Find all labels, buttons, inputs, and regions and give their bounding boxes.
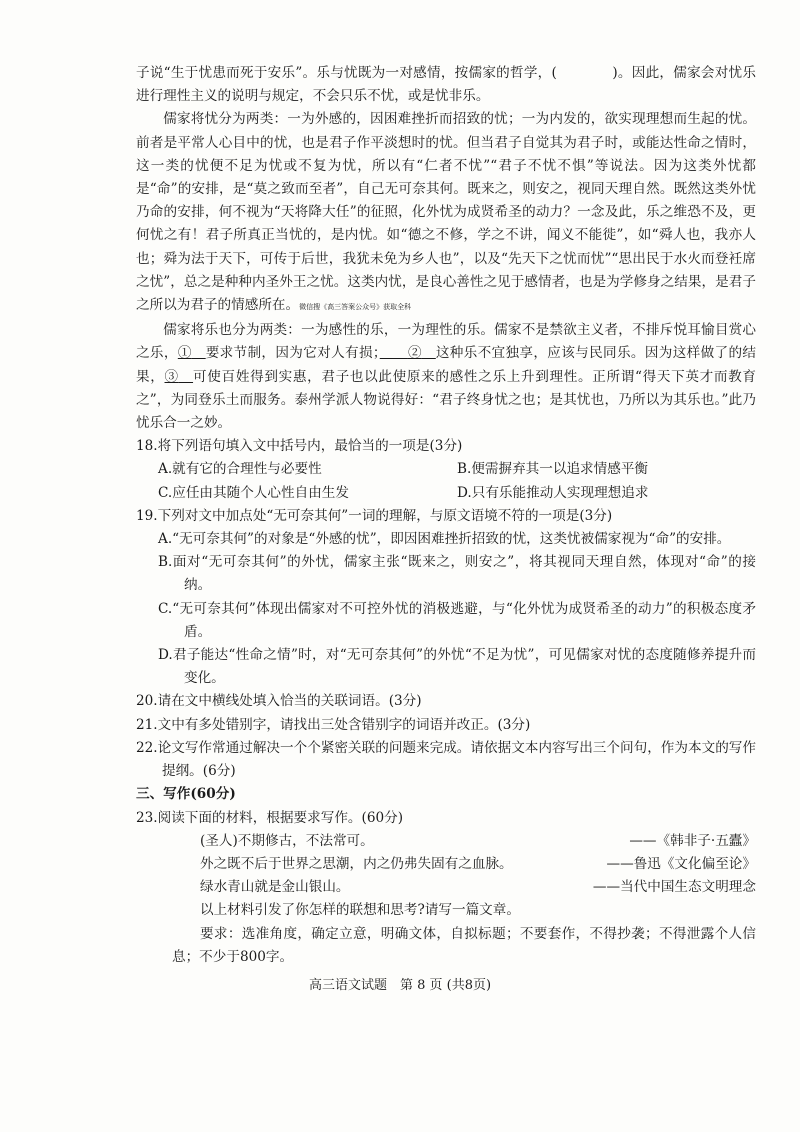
material-2	[136, 853, 756, 876]
question-19-stem: 19.下列对文中加点处“无可奈其何”一词的理解，与原文语境不符的一项是(3分)	[136, 507, 613, 524]
question-18-options-row-2	[136, 482, 756, 505]
passage-paragraph-2-text: 儒家将忧分为两类：一为外感的，因困难挫折而招致的忧；一为内发的，欲实现理想而生起的忧。前者是平常人心目中的忧，也是君子作平淡想时的忧。但当君子自觉其为君子时，或能达性命之情时，这一类的忧便不足为忧或不复为忧，所以有“仁者不忧”“君子不忧不惧”等说法。因为这类外忧都是“命”的安排，是“莫之致而至者”，自己无可奈其何。既来之，则安之，视同天理自然。既然这类外忧乃命的安排，何不视为“天将降大任”的征照，化外忧为成贤希圣的动力？一念及此，乐之维恐不及，更何忧之有！君子所真正当忧的，是内忧。如“德之不修，学之不讲，闻义不能徙”，如“舜人也，我亦人也；舜为法于天下，可传于后世，我犹未免为乡人也”，以及“先天下之忧而忧”“思出民于水火而登衽席之忧”，总之是种种内圣外王之忧。这类内忧，是良心善性之见于感情者，也是为学修身之结果，是君子之所以为君子的情感所在。	[136, 111, 756, 314]
question-21: 21.文中有多处错别字，请找出三处含错别字的词语并改正。(3分)	[136, 716, 531, 733]
passage-paragraph-2	[136, 108, 756, 319]
question-18-stem: 18.将下列语句填入文中括号内，最恰当的一项是(3分)	[136, 438, 463, 455]
material-1	[136, 830, 756, 853]
question-20: 20.请在文中横线处填入恰当的关联词语。(3分)	[136, 693, 422, 710]
material-2-source: ——鲁迅《文化偏至论》	[606, 855, 756, 872]
blank-1: ①	[177, 345, 192, 362]
material-1-text: (圣人)不期修古，不法常可。	[200, 832, 374, 849]
material-1-source: ——《韩非子·五蠹》	[629, 832, 756, 849]
p3-text-2: 要求节制，因为它对人有损；	[205, 345, 380, 362]
blank-3: ③	[164, 368, 179, 385]
passage-paragraph-1: 子说“生于忧患而死于安乐”。乐与忧既为一对感情，按儒家的哲学，( )。因此，儒家会对忧乐进行理性主义的说明与规定，不会只乐不忧，或是忧非乐。	[136, 65, 756, 105]
p3-text-1: 儒家将乐也分为两类：一为感性的乐，一为理性的乐。儒家不是禁欲主义者，不排斥悦耳愉目赏心之乐，	[136, 322, 756, 362]
page-body	[136, 62, 756, 969]
watermark-note: 微信搜《高三答案公众号》获取全科	[299, 303, 412, 312]
p3-text-4: 可使百姓得到实惠，君子也以此使原来的感性之乐上升到理性。正所谓“得天下英才而教育之”，为同登乐土而服务。泰州学派人物说得好：“君子终身忧之也；是其忧也，乃所以为其乐也。”此乃忧乐合一之妙。	[136, 368, 757, 432]
material-3-source: ——当代中国生态文明理念	[592, 879, 756, 896]
question-18-option-b: B.便需摒弃其一以追求情感平衡	[457, 461, 649, 478]
question-18-option-c: C.应任由其随个人心性自由生发	[158, 484, 349, 501]
blank-2: ②	[407, 345, 422, 362]
page-footer: 高三语文试题 第 8 页 (共8页)	[308, 978, 492, 993]
question-19-option-c: C.“无可奈其何”体现出儒家对不可控外忧的消极逃避，与“化外忧为成贤希圣的动力”的积极态度矛盾。	[158, 600, 756, 640]
question-18-options-row-1	[136, 458, 756, 481]
question-23-prompt: 以上材料引发了你怎样的联想和思考?请写一篇文章。	[200, 902, 520, 919]
question-19-option-d: D.君子能达“性命之情”时，对“无可奈其何”的外忧“不足为忧”，可见儒家对忧的态度随修养提升而变化。	[158, 647, 756, 687]
passage-paragraph-3	[136, 319, 756, 435]
question-18-option-a: A.就有它的合理性与必要性	[158, 461, 322, 478]
question-19-option-a: A.“无可奈其何”的对象是“外感的忧”，即因困难挫折招致的忧，这类忧被儒家视为“命”的安排。	[158, 531, 731, 548]
question-23-requirements: 要求：选准角度，确定立意，明确文体，自拟标题；不要套作，不得抄袭；不得泄露个人信息；不少于800字。	[172, 925, 756, 965]
material-3-text: 绿水青山就是金山银山。	[200, 879, 350, 896]
p3-text-3: 这种乐不宜独享，应该与民同乐。因为这样做了的结果，	[136, 345, 757, 385]
material-3	[136, 876, 756, 899]
question-22: 22.论文写作常通过解决一个个紧密关联的问题来完成。请依据文本内容写出三个问句，作为本文的写作提纲。(6分)	[136, 739, 756, 780]
question-19-option-b: B.面对“无可奈其何”的外忧，儒家主张“既来之，则安之”，将其视同天理自然，体现对“命”的接纳。	[158, 554, 756, 594]
material-2-text: 外之既不后于世界之思潮，内之仍弗失固有之血脉。	[200, 855, 513, 872]
question-23-stem: 23.阅读下面的材料，根据要求写作。(60分)	[136, 809, 404, 826]
question-18-option-d: D.只有乐能推动人实现理想追求	[457, 484, 649, 501]
section-3-heading: 三、写作(60分)	[136, 786, 236, 803]
